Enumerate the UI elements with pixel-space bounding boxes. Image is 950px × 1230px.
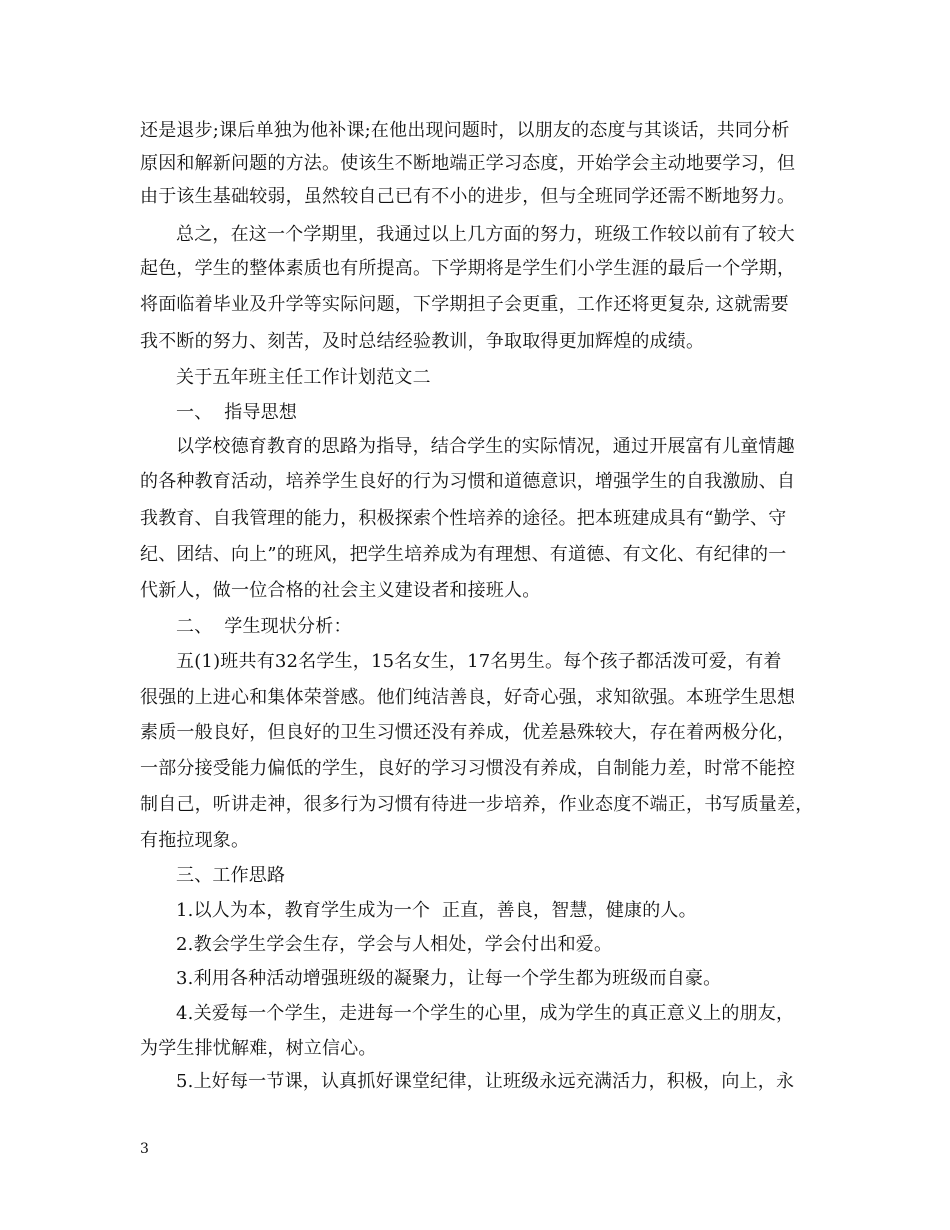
list-item: 4.关爱每一个学生，走进每一个学生的心里，成为学生的真正意义上的朋友， — [176, 1003, 795, 1024]
paragraph-line: 由于该生基础较弱，虽然较自己已有不小的进步，但与全班同学还需不断地努力。 — [140, 186, 796, 207]
section-heading: 三、工作思路 — [176, 865, 286, 886]
paragraph-line: 原因和解新问题的方法。使该生不断地端正学习态度，开始学会主动地要学习，但 — [140, 153, 796, 174]
paragraph-line: 五(1)班共有32名学生，15名女生，17名男生。每个孩子都活泼可爱，有着 — [176, 651, 782, 672]
paragraph-line: 一部分接受能力偏低的学生，良好的学习习惯没有养成，自制能力差，时常不能控 — [140, 758, 796, 779]
list-item: 5.上好每一节课，认真抓好课堂纪律，让班级永远充满活力，积极，向上，永 — [176, 1071, 795, 1092]
paragraph-line: 有拖拉现象。 — [140, 830, 250, 851]
list-item-continuation: 为学生排忧解难，树立信心。 — [140, 1038, 377, 1059]
paragraph-line: 起色，学生的整体素质也有所提高。下学期将是学生们小学生涯的最后一个学期， — [140, 258, 796, 279]
paragraph-line: 纪、团结、向上”的班风，把学生培养成为有理想、有道德、有文化、有纪律的一 — [140, 544, 787, 565]
paragraph-line: 素质一般良好，但良好的卫生习惯还没有养成，优差悬殊较大，存在着两极分化， — [140, 722, 796, 743]
list-item: 2.教会学生学会生存，学会与人相处，学会付出和爱。 — [176, 934, 613, 955]
paragraph-line: 将面临着毕业及升学等实际问题，下学期担子会更重，工作还将更复杂, 这就需要 — [140, 294, 789, 315]
section-title: 关于五年班主任工作计划范文二 — [176, 367, 431, 388]
paragraph-line: 还是退步;课后单独为他补课;在他出现问题时，以朋友的态度与其谈话，共同分析 — [140, 120, 790, 141]
list-item: 3.利用各种活动增强班级的凝聚力，让每一个学生都为班级而自豪。 — [176, 968, 722, 989]
paragraph-line: 我教育、自我管理的能力，积极探索个性培养的途径。把本班建成具有“勤学、守 — [140, 508, 787, 529]
paragraph-line: 以学校德育教育的思路为指导，结合学生的实际情况，通过开展富有儿童情趣 — [176, 436, 795, 457]
section-heading: 一、 指导思想 — [176, 402, 298, 423]
paragraph-line: 制自己，听讲走神，很多行为习惯有待进一步培养，作业态度不端正，书写质量差， — [140, 794, 814, 815]
paragraph-line: 我不断的努力、刻苦，及时总结经验教训，争取取得更加辉煌的成绩。 — [140, 331, 705, 352]
paragraph-line: 的各种教育活动，培养学生良好的行为习惯和道德意识，增强学生的自我激励、自 — [140, 471, 796, 492]
paragraph-line: 代新人，做一位合格的社会主义建设者和接班人。 — [140, 580, 541, 601]
paragraph-line: 很强的上进心和集体荣誉感。他们纯洁善良，好奇心强，求知欲强。本班学生思想 — [140, 687, 796, 708]
paragraph-line: 总之，在这一个学期里，我通过以上几方面的努力，班级工作较以前有了较大 — [176, 224, 795, 245]
list-item: 1.以人为本，教育学生成为一个 正直，善良，智慧，健康的人。 — [176, 900, 697, 921]
section-heading: 二、 学生现状分析： — [176, 616, 352, 637]
page-number: 3 — [140, 1141, 149, 1157]
